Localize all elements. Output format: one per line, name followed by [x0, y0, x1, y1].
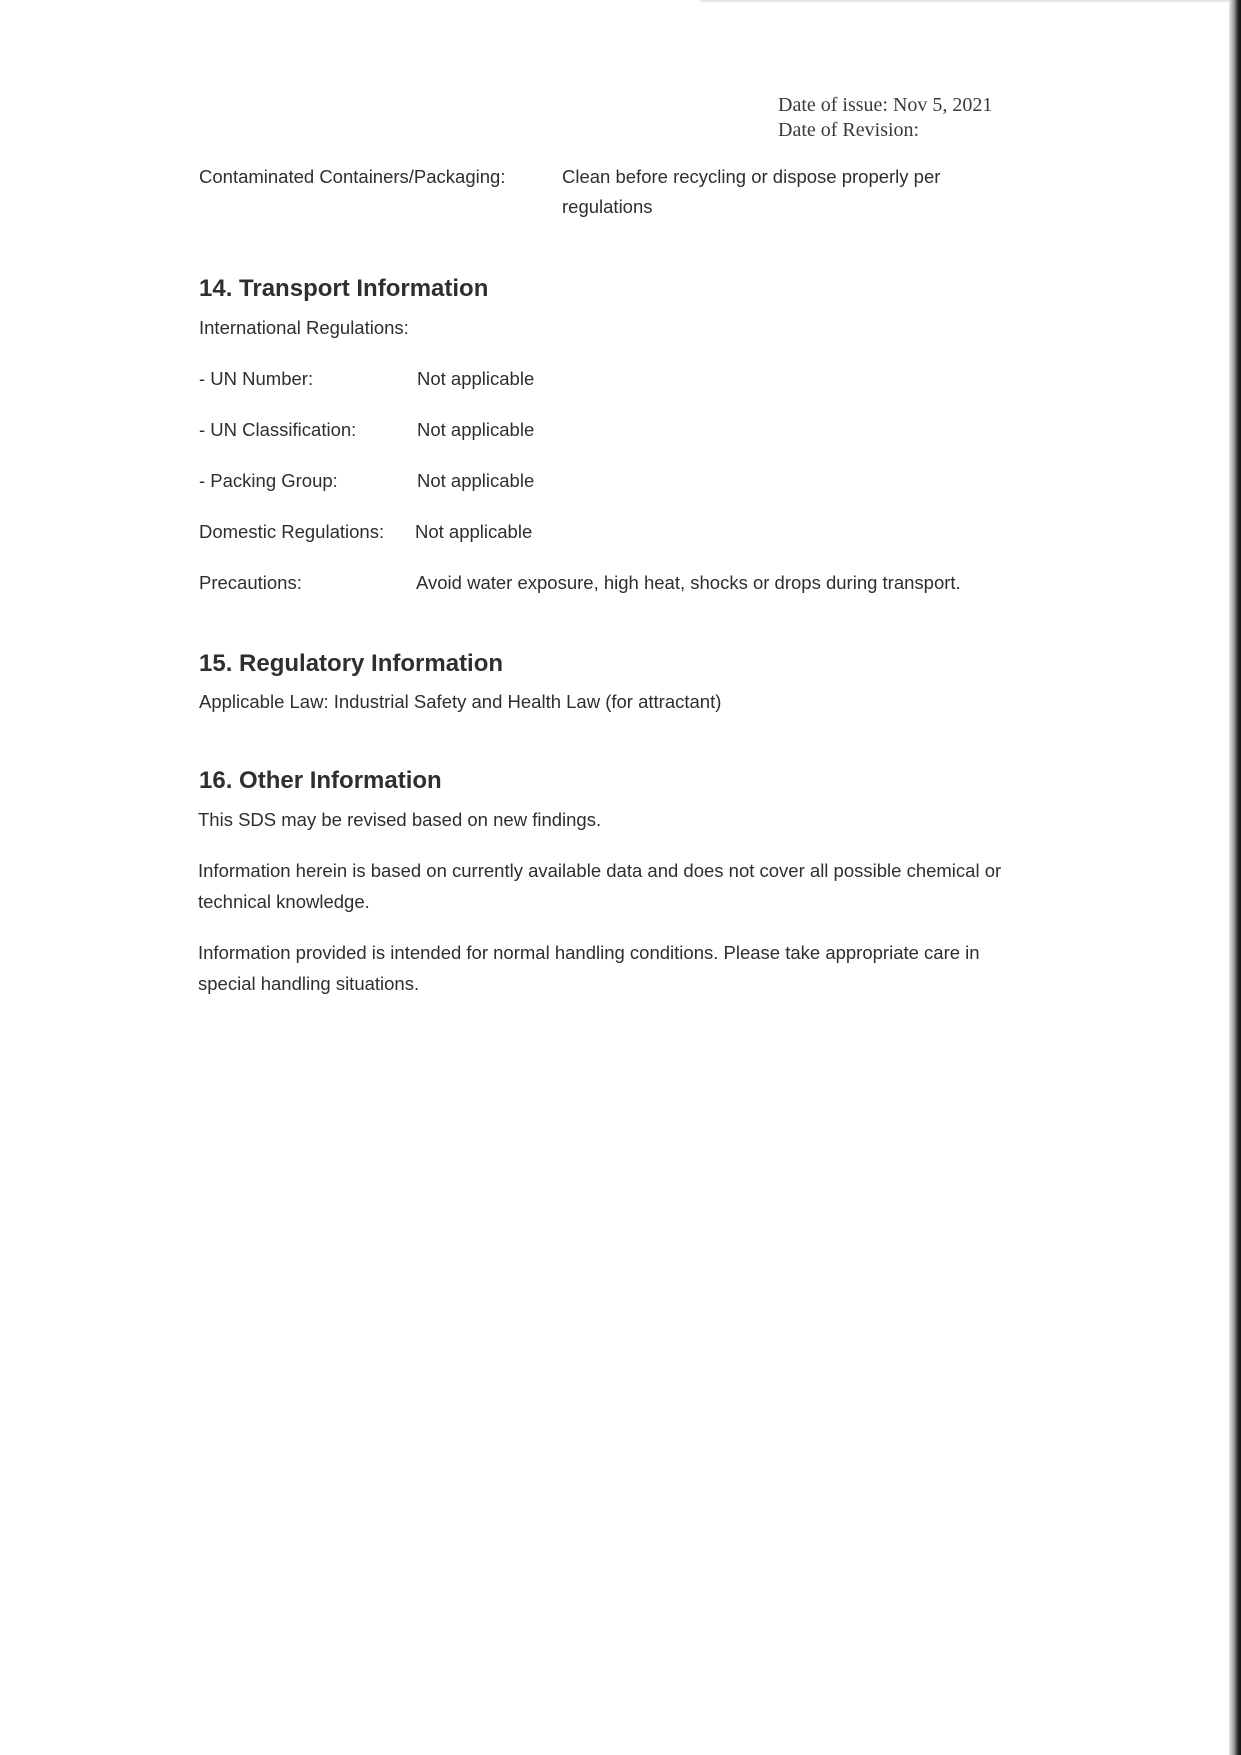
domestic-regulations-value: Not applicable	[415, 521, 533, 542]
section-15-title: 15. Regulatory Information	[199, 650, 504, 677]
applicable-law-text: Applicable Law: Industrial Safety and Health Law (for attractant)	[199, 691, 722, 712]
international-regulations-text: International Regulations:	[199, 317, 409, 338]
un-number-value: Not applicable	[417, 368, 535, 389]
disposal-label: Contaminated Containers/Packaging:	[199, 166, 506, 187]
domestic-regulations-label: Domestic Regulations:	[199, 521, 385, 542]
un-number-label: - UN Number:	[199, 368, 314, 389]
date-of-issue: Date of issue: Nov 5, 2021	[778, 94, 993, 116]
disposal-value-line1: Clean before recycling or dispose properly per	[562, 166, 941, 187]
date-of-revision: Date of Revision:	[778, 119, 920, 141]
precautions-label: Precautions:	[199, 572, 302, 593]
packing-group-label: - Packing Group:	[199, 470, 338, 491]
other-info-paragraph: Information provided is intended for normal handling conditions. Please take appropriate care in special handling situations.	[198, 942, 980, 994]
packing-group-value: Not applicable	[417, 470, 535, 491]
un-classification-value: Not applicable	[417, 419, 535, 440]
date-block	[778, 93, 992, 143]
precautions-value: Avoid water exposure, high heat, shocks or drops during transport.	[416, 572, 961, 593]
other-info-paragraph: This SDS may be revised based on new findings.	[198, 809, 602, 830]
section-14-title: 14. Transport Information	[199, 275, 489, 302]
other-info-paragraph: Information herein is based on currently available data and does not cover all possible chemical or technical knowledge.	[198, 860, 1002, 912]
section-16-title: 16. Other Information	[199, 767, 442, 794]
disposal-value-line2: regulations	[562, 196, 653, 217]
un-classification-label: - UN Classification:	[199, 419, 357, 440]
